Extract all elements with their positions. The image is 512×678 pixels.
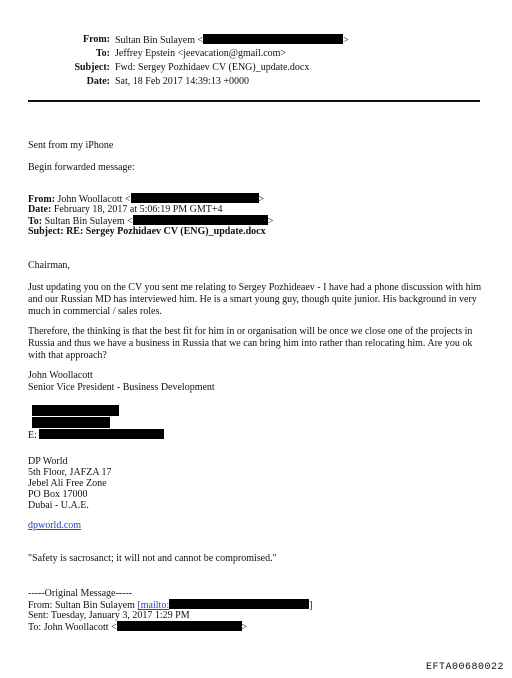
redaction-bar <box>133 215 268 225</box>
header-divider <box>28 100 480 102</box>
fwd-subject-line <box>28 226 266 237</box>
redaction-bar <box>203 34 343 44</box>
redaction-bar <box>169 599 309 609</box>
redaction-bar <box>117 621 242 631</box>
begin-forwarded-line: Begin forwarded message: <box>28 162 135 173</box>
header-to-value: Jeffrey Epstein <jeevacation@gmail.com> <box>115 48 287 59</box>
header-subject-label: Subject: <box>74 62 110 73</box>
fwd-subject-label: Subject: <box>28 226 64 237</box>
address-line: PO Box 17000 <box>28 489 88 500</box>
email-line <box>28 429 164 441</box>
original-sent-line: Sent: Tuesday, January 3, 2017 1:29 PM <box>28 610 190 621</box>
fwd-to-value: Sultan Bin Sulayem < <box>44 216 133 227</box>
header-date-label: Date: <box>86 76 110 87</box>
redaction-bar <box>131 193 259 203</box>
address-line: Jebel Ali Free Zone <box>28 478 107 489</box>
document-id: EFTA00680022 <box>425 662 504 673</box>
header-from-value <box>115 34 349 46</box>
address-line: Dubai - U.A.E. <box>28 500 89 511</box>
fwd-from-end: > <box>258 194 265 205</box>
body-paragraph-2: Therefore, the thinking is that the best fit for him in or organisation will be once we close one of the projects in Russia and thus we have a business in Russia that we can bring him into rather than relocating him. Are you ok with that approach? <box>28 326 473 361</box>
original-from-text: From: Sultan Bin Sulayem <box>28 600 138 611</box>
original-to-line <box>28 621 247 633</box>
mailto-end: ] <box>309 600 313 611</box>
salutation: Chairman, <box>28 260 70 271</box>
fwd-date-line <box>28 204 223 215</box>
original-to-text: To: John Woollacott < <box>28 622 117 633</box>
original-to-end: > <box>241 622 248 633</box>
address-line: DP World <box>28 456 68 467</box>
header-subject-value: Fwd: Sergey Pozhidaev CV (ENG)_update.docx <box>115 62 310 73</box>
original-divider: -----Original Message----- <box>28 588 133 599</box>
body-paragraph-1: Just updating you on the CV you sent me relating to Sergey Pozhideaev - I have had a phone discussion with him and our Russian MD has interviewed him. He is a smart young guy, though quite junior. His background in very much in commercial / sales roles. <box>28 282 482 317</box>
redaction-bar <box>39 429 164 439</box>
redaction-bar <box>32 417 110 428</box>
fwd-from-value: John Woollacott < <box>57 194 131 205</box>
signature-name: John Woollacott <box>28 370 93 381</box>
header-to-label: To: <box>95 48 110 59</box>
redaction-bar <box>32 405 119 416</box>
email-label: E: <box>28 430 37 441</box>
mailto-link[interactable]: [mailto: <box>137 600 170 611</box>
sent-from-line: Sent from my iPhone <box>28 140 114 151</box>
website-link[interactable]: dpworld.com <box>28 520 82 531</box>
header-from-end: > <box>343 35 349 46</box>
fwd-subject-value: RE: Sergey Pozhidaev CV (ENG)_update.docx <box>66 226 266 237</box>
header-from-text: Sultan Bin Sulayem < <box>115 35 204 46</box>
header-date-value: Sat, 18 Feb 2017 14:39:13 +0000 <box>115 76 249 87</box>
fwd-date-value: February 18, 2017 at 5:06:19 PM GMT+4 <box>53 204 223 215</box>
header-from-label: From: <box>82 34 110 45</box>
address-block <box>28 456 112 511</box>
fwd-from-label: From: <box>28 194 56 205</box>
safety-quote: "Safety is sacrosanct; it will not and cannot be compromised." <box>28 553 277 564</box>
fwd-date-label: Date: <box>28 204 52 215</box>
fwd-to-end: > <box>267 216 274 227</box>
address-line: 5th Floor, JAFZA 17 <box>28 467 112 478</box>
fwd-to-label: To: <box>28 216 43 227</box>
signature-title: Senior Vice President - Business Development <box>28 382 215 393</box>
